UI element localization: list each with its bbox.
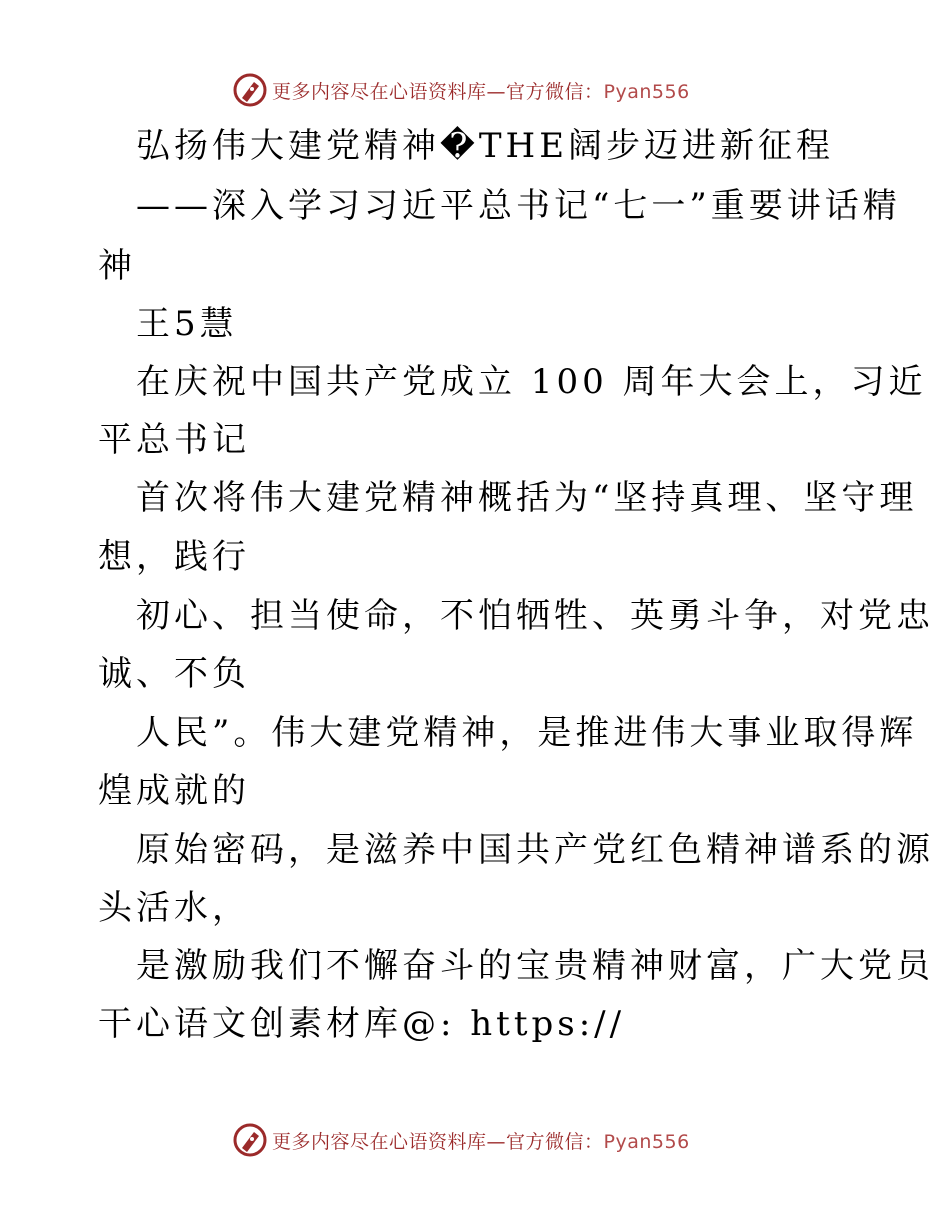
doc-subtitle: ——深入学习习近平总书记“七一”重要讲话精 (136, 186, 901, 226)
footer-watermark-text: 更多内容尽在心语资料库—官方微信：Pyan556 (272, 1130, 690, 1153)
footer-wechat-id: Pyan556 (603, 1130, 690, 1153)
paragraph-line: 诚、不负 (98, 654, 250, 694)
doc-author: 王5慧 (136, 304, 238, 344)
paragraph-line: 是激励我们不懈奋斗的宝贵精神财富，广大党员 (136, 946, 934, 986)
paragraph-line: 在庆祝中国共产党成立 100 周年大会上，习近 (136, 362, 927, 402)
header-wechat-id: Pyan556 (603, 80, 690, 103)
paragraph-line-url: 干心语文创素材库@: https:// (98, 1004, 626, 1044)
header-watermark-text: 更多内容尽在心语资料库—官方微信：Pyan556 (272, 80, 690, 103)
pen-nib-circle-icon (232, 1122, 268, 1158)
footer-watermark-banner (0, 1120, 950, 1160)
paragraph-line: 想，践行 (98, 537, 250, 577)
paragraph-line: 煌成就的 (98, 771, 250, 811)
header-watermark (232, 70, 690, 110)
header-watermark-banner (0, 70, 950, 110)
paragraph-line: 原始密码，是滋养中国共产党红色精神谱系的源 (136, 830, 934, 870)
footer-watermark (232, 1120, 690, 1160)
pen-nib-circle-icon (232, 72, 268, 108)
doc-title: 弘扬伟大建党精神�THE阔步迈进新征程 (136, 126, 835, 166)
paragraph-line: 人民”。伟大建党精神，是推进伟大事业取得辉 (136, 713, 918, 753)
paragraph-line: 头活水， (98, 888, 250, 928)
paragraph-line: 首次将伟大建党精神概括为“坚持真理、坚守理 (136, 478, 918, 518)
doc-subtitle-continued: 神 (98, 246, 136, 286)
paragraph-line: 初心、担当使命，不怕牺牲、英勇斗争，对党忠 (136, 596, 934, 636)
paragraph-line: 平总书记 (98, 420, 250, 460)
